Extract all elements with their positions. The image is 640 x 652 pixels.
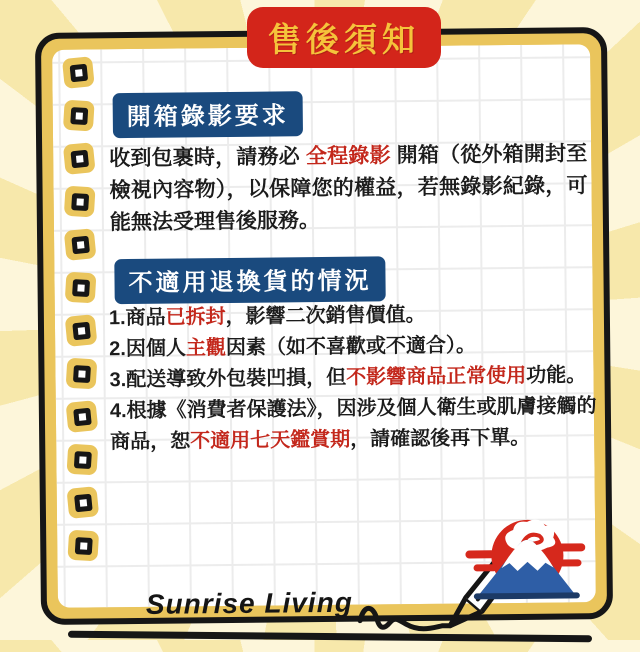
list-item [110, 391, 611, 458]
checkbox-inner-square [72, 365, 90, 383]
checkbox-icon [64, 228, 97, 261]
title-banner: 售後須知 [247, 7, 441, 68]
body-text: 4.根據《消費者保護法》，因涉及個人衛生或肌膚接觸的商品，恕 [109, 395, 597, 454]
section-heading-exclusions: 不適用退換貨的情況 [114, 256, 385, 304]
checkbox-icon [65, 272, 97, 304]
checkbox-icon [67, 444, 99, 476]
highlighted-text: 全程錄影 [305, 144, 391, 169]
checkbox-column [63, 57, 98, 560]
body-text: 2.因個人 [109, 337, 187, 361]
grid-paper [52, 44, 597, 620]
checkbox-icon [67, 530, 99, 562]
notice-card [35, 27, 613, 625]
checkbox-inner-square [71, 193, 89, 211]
brand-signature: Sunrise Living [145, 586, 353, 620]
checkbox-inner-square [74, 493, 93, 512]
checkbox-icon [63, 100, 95, 132]
checkbox-icon [66, 358, 98, 390]
checkbox-inner-square [70, 149, 89, 168]
checkbox-icon [66, 400, 99, 433]
section-heading-unboxing: 開箱錄影要求 [113, 91, 303, 138]
checkbox-inner-square [70, 107, 88, 125]
body-text: 3.配送導致外包裝凹損，但 [109, 366, 347, 392]
exclusion-list [109, 298, 611, 458]
highlighted-text: 主觀 [185, 337, 227, 360]
mount-fuji-sunrise-logo [465, 507, 586, 600]
body-text: 1.商品 [108, 306, 166, 330]
body-text: 因素（如不喜歡或不適合）。 [225, 334, 477, 360]
checkbox-icon [63, 142, 96, 175]
unboxing-paragraph [109, 138, 588, 239]
highlighted-text: 已拆封 [165, 306, 226, 329]
body-text: 開箱（從外箱開封至檢視內容物），以保障您的權益，若無錄影紀錄，可能無法受理售後服務。 [109, 142, 588, 235]
checkbox-icon [62, 56, 95, 89]
checkbox-inner-square [73, 451, 91, 469]
body-text: 收到包裹時，請務必 [109, 145, 307, 171]
checkbox-inner-square [73, 407, 92, 426]
checkbox-inner-square [72, 279, 90, 297]
checkbox-icon [65, 314, 98, 347]
highlighted-text: 不影響商品正常使用 [346, 364, 527, 389]
checkbox-inner-square [72, 321, 91, 340]
checkbox-icon [64, 186, 96, 218]
body-text: ，請確認後再下單。 [350, 426, 531, 451]
highlighted-text: 不適用七天鑑賞期 [190, 428, 351, 453]
checkbox-inner-square [74, 537, 92, 555]
checkbox-icon [66, 486, 99, 519]
checkbox-inner-square [69, 63, 88, 82]
body-text: ，影響二次銷售價值。 [225, 303, 426, 329]
body-text: 功能。 [526, 364, 587, 387]
checkbox-inner-square [71, 235, 90, 254]
